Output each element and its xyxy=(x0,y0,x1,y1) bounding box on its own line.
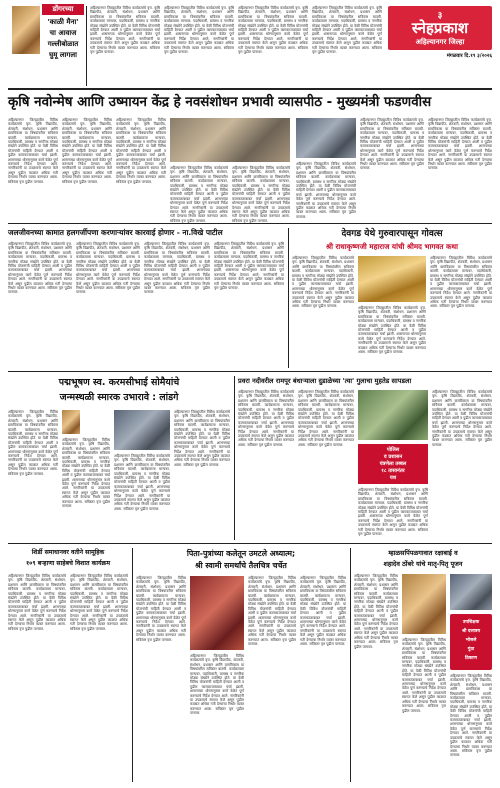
notice-line-4: १८ तासानंतर xyxy=(381,468,405,474)
story5-text-col-1: अहिल्यानगर जिल्ह्यातील विविध कार्यक्रमांचे वृत्त. कृषि विद्यापीठ, शेतकरी, संशोधन, प्रशासन आणि ग्रामविकास या विषयांवरील सविस्तर बातमी. कार्यक्रमाला मान्यवर, पदाधिकारी, ग्रामस्थ व नागरिक मोठ्या संख्येने उपस्थित होते. या वेळी विविध योजनांची माहिती देण्यात आली व पुढील कामकाजाबाबत चर्चा झाली. शासनाच्या धोरणानुसार कामे वेळेत पूर्ण करण्याचे निर्देश देण्यात आले. नागरिकांनी या उपक्रमाचे स्वागत केले असून पुढील काळात अधिक गती देण्याचा निर्धार व्यक्त करण्यात आला. सविस्तर वृत्त पुढील पानावर. xyxy=(238,390,294,447)
story5-headline: प्रवरा नदीवरील रामपूर बंधाऱ्याला दुडाळेच्या 'त्या' गुलाचा मुहतेड सापडला xyxy=(238,377,412,385)
lead-text-col-1: अहिल्यानगर जिल्ह्यातील विविध कार्यक्रमांचे वृत्त. कृषि विद्यापीठ, शेतकरी, संशोधन, प्रशासन आणि ग्रामविकास या विषयांवरील सविस्तर बातमी. कार्यक्रमाला मान्यवर, पदाधिकारी, ग्रामस्थ व नागरिक मोठ्या संख्येने उपस्थित होते. या वेळी विविध योजनांची माहिती देण्यात आली व पुढील कामकाजाबाबत चर्चा झाली. शासनाच्या धोरणानुसार कामे वेळेत पूर्ण करण्याचे निर्देश देण्यात आले. नागरिकांनी या उपक्रमाचे स्वागत केले असून पुढील काळात अधिक गती देण्याचा निर्धार व्यक्त करण्यात आला. सविस्तर वृत्त पुढील पानावर. xyxy=(8,118,58,184)
mid-rule xyxy=(8,371,492,372)
story7-text-col-1: अहिल्यानगर जिल्ह्यातील विविध कार्यक्रमांचे वृत्त. कृषि विद्यापीठ, शेतकरी, संशोधन, प्रशासन आणि ग्रामविकास या विषयांवरील सविस्तर बातमी. कार्यक्रमाला मान्यवर, पदाधिकारी, ग्रामस्थ व नागरिक मोठ्या संख्येने उपस्थित होते. या वेळी विविध योजनांची माहिती देण्यात आली व पुढील कामकाजाबाबत चर्चा झाली. शासनाच्या धोरणानुसार कामे वेळेत पूर्ण करण्याचे निर्देश देण्यात आले. नागरिकांनी या उपक्रमाचे स्वागत केले असून पुढील काळात अधिक गती देण्याचा निर्धार व्यक्त करण्यात आला. सविस्तर वृत्त पुढील पानावर. xyxy=(136,576,186,642)
notice-line-2: व प्रशासन xyxy=(383,454,403,460)
lead-text-col-5: अहिल्यानगर जिल्ह्यातील विविध कार्यक्रमांचे वृत्त. कृषि विद्यापीठ, शेतकरी, संशोधन, प्रशासन आणि ग्रामविकास या विषयांवरील सविस्तर बातमी. कार्यक्रमाला मान्यवर, पदाधिकारी, ग्रामस्थ व नागरिक मोठ्या संख्येने उपस्थित होते. या वेळी विविध योजनांची माहिती देण्यात आली व पुढील कामकाजाबाबत चर्चा झाली. शासनाच्या धोरणानुसार कामे वेळेत पूर्ण करण्याचे निर्देश देण्यात आले. नागरिकांनी या उपक्रमाचे स्वागत केले असून पुढील काळात अधिक गती देण्याचा निर्धार व्यक्त करण्यात आला. सविस्तर वृत्त पुढील पानावर. xyxy=(232,166,290,223)
story3-headline-line-2: श्री राधाकृष्णजी महाराज यांची श्रीमद भागवत कथा xyxy=(326,242,458,251)
promo-line-2: चा आवाज xyxy=(49,29,77,37)
story8-headline-line-2: शहादेव ठोंबरे यांचे मातृ-पितृ पूजन xyxy=(383,560,463,568)
story8-portrait-photo xyxy=(450,574,492,610)
lead-text-col-4: अहिल्यानगर जिल्ह्यातील विविध कार्यक्रमांचे वृत्त. कृषि विद्यापीठ, शेतकरी, संशोधन, प्रशासन आणि ग्रामविकास या विषयांवरील सविस्तर बातमी. कार्यक्रमाला मान्यवर, पदाधिकारी, ग्रामस्थ व नागरिक मोठ्या संख्येने उपस्थित होते. या वेळी विविध योजनांची माहिती देण्यात आली व पुढील कामकाजाबाबत चर्चा झाली. शासनाच्या धोरणानुसार कामे वेळेत पूर्ण करण्याचे निर्देश देण्यात आले. नागरिकांनी या उपक्रमाचे स्वागत केले असून पुढील काळात अधिक गती देण्याचा निर्धार व्यक्त करण्यात आला. सविस्तर वृत्त पुढील पानावर. xyxy=(170,166,228,223)
notice-line-3: यंत्रणेला तब्बल xyxy=(379,461,407,467)
promo-box xyxy=(42,4,84,84)
story7-text-col-2: अहिल्यानगर जिल्ह्यातील विविध कार्यक्रमांचे वृत्त. कृषि विद्यापीठ, शेतकरी, संशोधन, प्रशासन आणि ग्रामविकास या विषयांवरील सविस्तर बातमी. कार्यक्रमाला मान्यवर, पदाधिकारी, ग्रामस्थ व नागरिक मोठ्या संख्येने उपस्थित होते. या वेळी विविध योजनांची माहिती देण्यात आली व पुढील कामकाजाबाबत चर्चा झाली. शासनाच्या धोरणानुसार कामे वेळेत पूर्ण करण्याचे निर्देश देण्यात आले. नागरिकांनी या उपक्रमाचे स्वागत केले असून पुढील काळात अधिक गती देण्याचा निर्धार व्यक्त करण्यात आला. सविस्तर वृत्त पुढील पानावर. xyxy=(190,654,244,716)
story2-text-col-1: अहिल्यानगर जिल्ह्यातील विविध कार्यक्रमांचे वृत्त. कृषि विद्यापीठ, शेतकरी, संशोधन, प्रशासन आणि ग्रामविकास या विषयांवरील सविस्तर बातमी. कार्यक्रमाला मान्यवर, पदाधिकारी, ग्रामस्थ व नागरिक मोठ्या संख्येने उपस्थित होते. या वेळी विविध योजनांची माहिती देण्यात आली व पुढील कामकाजाबाबत चर्चा झाली. शासनाच्या धोरणानुसार कामे वेळेत पूर्ण करण्याचे निर्देश देण्यात आले. नागरिकांनी या उपक्रमाचे स्वागत केले असून पुढील काळात अधिक गती देण्याचा निर्धार व्यक्त करण्यात आला. सविस्तर वृत्त पुढील पानावर. xyxy=(8,242,72,295)
story6-divider xyxy=(132,548,133,782)
masthead-news-text-4: अहिल्यानगर जिल्ह्यातील विविध कार्यक्रमांचे वृत्त. कृषि विद्यापीठ, शेतकरी, संशोधन, प्रशासन आणि ग्रामविकास या विषयांवरील सविस्तर बातमी. कार्यक्रमाला मान्यवर, पदाधिकारी, ग्रामस्थ व नागरिक मोठ्या संख्येने उपस्थित होते. या वेळी विविध योजनांची माहिती देण्यात आली व पुढील कामकाजाबाबत चर्चा झाली. शासनाच्या धोरणानुसार कामे वेळेत पूर्ण करण्याचे निर्देश देण्यात आले. नागरिकांनी या उपक्रमाचे स्वागत केले असून पुढील काळात अधिक गती देण्याचा निर्धार व्यक्त करण्यात आला. सविस्तर वृत्त पुढील पानावर. xyxy=(312,6,382,55)
ad-line-3: भोसले xyxy=(465,638,477,643)
story3-headline-line-1: देवगड येथे गुरुवारपासून गोवत्स xyxy=(341,229,443,239)
promo-portrait-photo xyxy=(12,6,40,54)
story8-text-col-2: अहिल्यानगर जिल्ह्यातील विविध कार्यक्रमांचे वृत्त. कृषि विद्यापीठ, शेतकरी, संशोधन, प्रशासन आणि ग्रामविकास या विषयांवरील सविस्तर बातमी. कार्यक्रमाला मान्यवर, पदाधिकारी, ग्रामस्थ व नागरिक मोठ्या संख्येने उपस्थित होते. या वेळी विविध योजनांची माहिती देण्यात आली व पुढील कामकाजाबाबत चर्चा झाली. शासनाच्या धोरणानुसार कामे वेळेत पूर्ण करण्याचे निर्देश देण्यात आले. नागरिकांनी या उपक्रमाचे स्वागत केले असून पुढील काळात अधिक गती देण्याचा निर्धार व्यक्त करण्यात आला. सविस्तर वृत्त पुढील पानावर. xyxy=(402,638,446,713)
story2-text-col-4: अहिल्यानगर जिल्ह्यातील विविध कार्यक्रमांचे वृत्त. कृषि विद्यापीठ, शेतकरी, संशोधन, प्रशासन आणि ग्रामविकास या विषयांवरील सविस्तर बातमी. कार्यक्रमाला मान्यवर, पदाधिकारी, ग्रामस्थ व नागरिक मोठ्या संख्येने उपस्थित होते. या वेळी विविध योजनांची माहिती देण्यात आली व पुढील कामकाजाबाबत चर्चा झाली. शासनाच्या धोरणानुसार कामे वेळेत पूर्ण करण्याचे निर्देश देण्यात आले. नागरिकांनी या उपक्रमाचे स्वागत केले असून पुढील काळात अधिक गती देण्याचा निर्धार व्यक्त करण्यात आला. सविस्तर वृत्त पुढील पानावर. xyxy=(214,242,284,291)
ad-line-4: गुंठा xyxy=(467,647,475,652)
promo-title: डोंगरच्या xyxy=(42,4,84,15)
masthead-news-text-1: अहिल्यानगर जिल्ह्यातील विविध कार्यक्रमांचे वृत्त. कृषि विद्यापीठ, शेतकरी, संशोधन, प्रशासन आणि ग्रामविकास या विषयांवरील सविस्तर बातमी. कार्यक्रमाला मान्यवर, पदाधिकारी, ग्रामस्थ व नागरिक मोठ्या संख्येने उपस्थित होते. या वेळी विविध योजनांची माहिती देण्यात आली व पुढील कामकाजाबाबत चर्चा झाली. शासनाच्या धोरणानुसार कामे वेळेत पूर्ण करण्याचे निर्देश देण्यात आले. नागरिकांनी या उपक्रमाचे स्वागत केले असून पुढील काळात अधिक गती देण्याचा निर्धार व्यक्त करण्यात आला. सविस्तर वृत्त पुढील पानावर. xyxy=(90,6,160,55)
story8-text-col-3: अहिल्यानगर जिल्ह्यातील विविध कार्यक्रमांचे वृत्त. कृषि विद्यापीठ, शेतकरी, संशोधन, प्रशासन आणि ग्रामविकास या विषयांवरील सविस्तर बातमी. कार्यक्रमाला मान्यवर, पदाधिकारी, ग्रामस्थ व नागरिक मोठ्या संख्येने उपस्थित होते. या वेळी विविध योजनांची माहिती देण्यात आली व पुढील कामकाजाबाबत चर्चा झाली. शासनाच्या धोरणानुसार कामे वेळेत पूर्ण करण्याचे निर्देश देण्यात आले. नागरिकांनी या उपक्रमाचे स्वागत केले असून पुढील काळात अधिक गती देण्याचा निर्धार व्यक्त करण्यात आला. सविस्तर वृत्त पुढील पानावर. xyxy=(450,674,492,758)
story6-text-col-1: अहिल्यानगर जिल्ह्यातील विविध कार्यक्रमांचे वृत्त. कृषि विद्यापीठ, शेतकरी, संशोधन, प्रशासन आणि ग्रामविकास या विषयांवरील सविस्तर बातमी. कार्यक्रमाला मान्यवर, पदाधिकारी, ग्रामस्थ व नागरिक मोठ्या संख्येने उपस्थित होते. या वेळी विविध योजनांची माहिती देण्यात आली व पुढील कामकाजाबाबत चर्चा झाली. शासनाच्या धोरणानुसार कामे वेळेत पूर्ण करण्याचे निर्देश देण्यात आले. नागरिकांनी या उपक्रमाचे स्वागत केले असून पुढील काळात अधिक गती देण्याचा निर्धार व्यक्त करण्यात आला. सविस्तर वृत्त पुढील पानावर. xyxy=(8,574,66,631)
story2-text-col-2: अहिल्यानगर जिल्ह्यातील विविध कार्यक्रमांचे वृत्त. कृषि विद्यापीठ, शेतकरी, संशोधन, प्रशासन आणि ग्रामविकास या विषयांवरील सविस्तर बातमी. कार्यक्रमाला मान्यवर, पदाधिकारी, ग्रामस्थ व नागरिक मोठ्या संख्येने उपस्थित होते. या वेळी विविध योजनांची माहिती देण्यात आली व पुढील कामकाजाबाबत चर्चा झाली. शासनाच्या धोरणानुसार कामे वेळेत पूर्ण करण्याचे निर्देश देण्यात आले. नागरिकांनी या उपक्रमाचे स्वागत केले असून पुढील काळात अधिक गती देण्याचा निर्धार व्यक्त करण्यात आला. सविस्तर वृत्त पुढील पानावर. xyxy=(76,242,140,295)
story7-text-col-4: अहिल्यानगर जिल्ह्यातील विविध कार्यक्रमांचे वृत्त. कृषि विद्यापीठ, शेतकरी, संशोधन, प्रशासन आणि ग्रामविकास या विषयांवरील सविस्तर बातमी. कार्यक्रमाला मान्यवर, पदाधिकारी, ग्रामस्थ व नागरिक मोठ्या संख्येने उपस्थित होते. या वेळी विविध योजनांची माहिती देण्यात आली व पुढील कामकाजाबाबत चर्चा झाली. शासनाच्या धोरणानुसार कामे वेळेत पूर्ण करण्याचे निर्देश देण्यात आले. नागरिकांनी या उपक्रमाचे स्वागत केले असून पुढील काळात अधिक गती देण्याचा निर्धार व्यक्त करण्यात आला. सविस्तर वृत्त पुढील पानावर. xyxy=(300,576,346,647)
story5-text-col-3: अहिल्यानगर जिल्ह्यातील विविध कार्यक्रमांचे वृत्त. कृषि विद्यापीठ, शेतकरी, संशोधन, प्रशासन आणि ग्रामविकास या विषयांवरील सविस्तर बातमी. कार्यक्रमाला मान्यवर, पदाधिकारी, ग्रामस्थ व नागरिक मोठ्या संख्येने उपस्थित होते. या वेळी विविध योजनांची माहिती देण्यात आली व पुढील कामकाजाबाबत चर्चा झाली. शासनाच्या धोरणानुसार कामे वेळेत पूर्ण करण्याचे निर्देश देण्यात आले. नागरिकांनी या उपक्रमाचे स्वागत केले असून पुढील काळात अधिक गती देण्याचा निर्धार व्यक्त करण्यात आला. सविस्तर वृत्त पुढील पानावर. xyxy=(358,488,428,537)
issue-date: मंगळवार दि.१९ ३/२०२६ xyxy=(446,53,492,59)
story7-headline-line-1: पिता-पुत्रांच्या कलेतून उमटले अध्यात्म; xyxy=(186,549,296,558)
story3-speaker-photo xyxy=(358,256,426,302)
lead-text-col-6: अहिल्यानगर जिल्ह्यातील विविध कार्यक्रमांचे वृत्त. कृषि विद्यापीठ, शेतकरी, संशोधन, प्रशासन आणि ग्रामविकास या विषयांवरील सविस्तर बातमी. कार्यक्रमाला मान्यवर, पदाधिकारी, ग्रामस्थ व नागरिक मोठ्या संख्येने उपस्थित होते. या वेळी विविध योजनांची माहिती देण्यात आली व पुढील कामकाजाबाबत चर्चा झाली. शासनाच्या धोरणानुसार कामे वेळेत पूर्ण करण्याचे निर्देश देण्यात आले. नागरिकांनी या उपक्रमाचे स्वागत केले असून पुढील काळात अधिक गती देण्याचा निर्धार व्यक्त करण्यात आला. सविस्तर वृत्त पुढील पानावर. xyxy=(296,162,356,219)
edition-name: अहिल्यानगर जिल्हा xyxy=(415,38,465,46)
story8-headline-line-1: म्हाळसपिंपळगावात रक्षाबाई व xyxy=(388,549,458,557)
notice-line-1: पोलिस xyxy=(386,447,400,453)
masthead-news-text-3: अहिल्यानगर जिल्ह्यातील विविध कार्यक्रमांचे वृत्त. कृषि विद्यापीठ, शेतकरी, संशोधन, प्रशासन आणि ग्रामविकास या विषयांवरील सविस्तर बातमी. कार्यक्रमाला मान्यवर, पदाधिकारी, ग्रामस्थ व नागरिक मोठ्या संख्येने उपस्थित होते. या वेळी विविध योजनांची माहिती देण्यात आली व पुढील कामकाजाबाबत चर्चा झाली. शासनाच्या धोरणानुसार कामे वेळेत पूर्ण करण्याचे निर्देश देण्यात आले. नागरिकांनी या उपक्रमाचे स्वागत केले असून पुढील काळात अधिक गती देण्याचा निर्धार व्यक्त करण्यात आला. सविस्तर वृत्त पुढील पानावर. xyxy=(238,6,308,55)
story5-text-col-2: अहिल्यानगर जिल्ह्यातील विविध कार्यक्रमांचे वृत्त. कृषि विद्यापीठ, शेतकरी, संशोधन, प्रशासन आणि ग्रामविकास या विषयांवरील सविस्तर बातमी. कार्यक्रमाला मान्यवर, पदाधिकारी, ग्रामस्थ व नागरिक मोठ्या संख्येने उपस्थित होते. या वेळी विविध योजनांची माहिती देण्यात आली व पुढील कामकाजाबाबत चर्चा झाली. शासनाच्या धोरणानुसार कामे वेळेत पूर्ण करण्याचे निर्देश देण्यात आले. नागरिकांनी या उपक्रमाचे स्वागत केले असून पुढील काळात अधिक गती देण्याचा निर्धार व्यक्त करण्यात आला. सविस्तर वृत्त पुढील पानावर. xyxy=(298,390,354,447)
lead-event-photo xyxy=(170,118,290,162)
story8-text-col-1: अहिल्यानगर जिल्ह्यातील विविध कार्यक्रमांचे वृत्त. कृषि विद्यापीठ, शेतकरी, संशोधन, प्रशासन आणि ग्रामविकास या विषयांवरील सविस्तर बातमी. कार्यक्रमाला मान्यवर, पदाधिकारी, ग्रामस्थ व नागरिक मोठ्या संख्येने उपस्थित होते. या वेळी विविध योजनांची माहिती देण्यात आली व पुढील कामकाजाबाबत चर्चा झाली. शासनाच्या धोरणानुसार कामे वेळेत पूर्ण करण्याचे निर्देश देण्यात आले. नागरिकांनी या उपक्रमाचे स्वागत केले असून पुढील काळात अधिक गती देण्याचा निर्धार व्यक्त करण्यात आला. सविस्तर वृत्त पुढील पानावर. xyxy=(354,574,398,649)
story6-headline-line-2: १०९ बऱ्हाणा साहेबचे विशात कार्यक्रम xyxy=(25,560,111,567)
lower-rule xyxy=(8,543,492,544)
story8-ad-box xyxy=(450,614,492,670)
lead-text-col-3: अहिल्यानगर जिल्ह्यातील विविध कार्यक्रमांचे वृत्त. कृषि विद्यापीठ, शेतकरी, संशोधन, प्रशासन आणि ग्रामविकास या विषयांवरील सविस्तर बातमी. कार्यक्रमाला मान्यवर, पदाधिकारी, ग्रामस्थ व नागरिक मोठ्या संख्येने उपस्थित होते. या वेळी विविध योजनांची माहिती देण्यात आली व पुढील कामकाजाबाबत चर्चा झाली. शासनाच्या धोरणानुसार कामे वेळेत पूर्ण करण्याचे निर्देश देण्यात आले. नागरिकांनी या उपक्रमाचे स्वागत केले असून पुढील काळात अधिक गती देण्याचा निर्धार व्यक्त करण्यात आला. सविस्तर वृत्त पुढील पानावर. xyxy=(116,118,166,184)
story5-river-photo xyxy=(358,390,428,440)
story7-text-col-3: अहिल्यानगर जिल्ह्यातील विविध कार्यक्रमांचे वृत्त. कृषि विद्यापीठ, शेतकरी, संशोधन, प्रशासन आणि ग्रामविकास या विषयांवरील सविस्तर बातमी. कार्यक्रमाला मान्यवर, पदाधिकारी, ग्रामस्थ व नागरिक मोठ्या संख्येने उपस्थित होते. या वेळी विविध योजनांची माहिती देण्यात आली व पुढील कामकाजाबाबत चर्चा झाली. शासनाच्या धोरणानुसार कामे वेळेत पूर्ण करण्याचे निर्देश देण्यात आले. नागरिकांनी या उपक्रमाचे स्वागत केले असून पुढील काळात अधिक गती देण्याचा निर्धार व्यक्त करण्यात आला. सविस्तर वृत्त पुढील पानावर. xyxy=(248,576,296,647)
promo-line-4: घुमू लागला xyxy=(49,51,77,59)
lead-text-col-2: अहिल्यानगर जिल्ह्यातील विविध कार्यक्रमांचे वृत्त. कृषि विद्यापीठ, शेतकरी, संशोधन, प्रशासन आणि ग्रामविकास या विषयांवरील सविस्तर बातमी. कार्यक्रमाला मान्यवर, पदाधिकारी, ग्रामस्थ व नागरिक मोठ्या संख्येने उपस्थित होते. या वेळी विविध योजनांची माहिती देण्यात आली व पुढील कामकाजाबाबत चर्चा झाली. शासनाच्या धोरणानुसार कामे वेळेत पूर्ण करण्याचे निर्देश देण्यात आले. नागरिकांनी या उपक्रमाचे स्वागत केले असून पुढील काळात अधिक गती देण्याचा निर्धार व्यक्त करण्यात आला. सविस्तर वृत्त पुढील पानावर. xyxy=(62,118,112,184)
story4-text-col-3: अहिल्यानगर जिल्ह्यातील विविध कार्यक्रमांचे वृत्त. कृषि विद्यापीठ, शेतकरी, संशोधन, प्रशासन आणि ग्रामविकास या विषयांवरील सविस्तर बातमी. कार्यक्रमाला मान्यवर, पदाधिकारी, ग्रामस्थ व नागरिक मोठ्या संख्येने उपस्थित होते. या वेळी विविध योजनांची माहिती देण्यात आली व पुढील कामकाजाबाबत चर्चा झाली. शासनाच्या धोरणानुसार कामे वेळेत पूर्ण करण्याचे निर्देश देण्यात आले. नागरिकांनी या उपक्रमाचे स्वागत केले असून पुढील काळात अधिक गती देण्याचा निर्धार व्यक्त करण्यात आला. सविस्तर वृत्त पुढील पानावर. xyxy=(114,454,170,511)
lead-text-col-7: अहिल्यानगर जिल्ह्यातील विविध कार्यक्रमांचे वृत्त. कृषि विद्यापीठ, शेतकरी, संशोधन, प्रशासन आणि ग्रामविकास या विषयांवरील सविस्तर बातमी. कार्यक्रमाला मान्यवर, पदाधिकारी, ग्रामस्थ व नागरिक मोठ्या संख्येने उपस्थित होते. या वेळी विविध योजनांची माहिती देण्यात आली व पुढील कामकाजाबाबत चर्चा झाली. शासनाच्या धोरणानुसार कामे वेळेत पूर्ण करण्याचे निर्देश देण्यात आले. नागरिकांनी या उपक्रमाचे स्वागत केले असून पुढील काळात अधिक गती देण्याचा निर्धार व्यक्त करण्यात आला. सविस्तर वृत्त पुढील पानावर. xyxy=(360,118,424,171)
story4-group-photo xyxy=(114,410,170,450)
ad-line-2: श्री दत्तात्रय xyxy=(461,629,481,634)
promo-line-3: गल्लीबोळात xyxy=(47,40,79,48)
masthead-bottom-rule xyxy=(8,88,492,90)
lead-headline: कृषि नवोन्मेष आणि उष्मायन केंद्र हे नवसंशोधन प्रभावी व्यासपीठ - मुख्यमंत्री फडणवीस xyxy=(8,95,432,110)
story2-divider xyxy=(288,228,289,368)
story4-divider xyxy=(234,376,235,540)
ad-line-1: उपशिक्षक xyxy=(462,620,480,625)
masthead-news-text-2: अहिल्यानगर जिल्ह्यातील विविध कार्यक्रमांचे वृत्त. कृषि विद्यापीठ, शेतकरी, संशोधन, प्रशासन आणि ग्रामविकास या विषयांवरील सविस्तर बातमी. कार्यक्रमाला मान्यवर, पदाधिकारी, ग्रामस्थ व नागरिक मोठ्या संख्येने उपस्थित होते. या वेळी विविध योजनांची माहिती देण्यात आली व पुढील कामकाजाबाबत चर्चा झाली. शासनाच्या धोरणानुसार कामे वेळेत पूर्ण करण्याचे निर्देश देण्यात आले. नागरिकांनी या उपक्रमाचे स्वागत केले असून पुढील काळात अधिक गती देण्याचा निर्धार व्यक्त करण्यात आला. सविस्तर वृत्त पुढील पानावर. xyxy=(164,6,234,55)
story6-headline-line-1: शिर्डी समाधानवर वतीने सामूहिक xyxy=(31,549,105,556)
ad-line-5: ठिकाण xyxy=(465,656,477,661)
story2-text-col-3: अहिल्यानगर जिल्ह्यातील विविध कार्यक्रमांचे वृत्त. कृषि विद्यापीठ, शेतकरी, संशोधन, प्रशासन आणि ग्रामविकास या विषयांवरील सविस्तर बातमी. कार्यक्रमाला मान्यवर, पदाधिकारी, ग्रामस्थ व नागरिक मोठ्या संख्येने उपस्थित होते. या वेळी विविध योजनांची माहिती देण्यात आली व पुढील कामकाजाबाबत चर्चा झाली. शासनाच्या धोरणानुसार कामे वेळेत पूर्ण करण्याचे निर्देश देण्यात आले. नागरिकांनी या उपक्रमाचे स्वागत केले असून पुढील काळात अधिक गती देण्याचा निर्धार व्यक्त करण्यात आला. सविस्तर वृत्त पुढील पानावर. xyxy=(144,242,210,295)
masthead-divider xyxy=(86,6,87,86)
story3-text-col-1: अहिल्यानगर जिल्ह्यातील विविध कार्यक्रमांचे वृत्त. कृषि विद्यापीठ, शेतकरी, संशोधन, प्रशासन आणि ग्रामविकास या विषयांवरील सविस्तर बातमी. कार्यक्रमाला मान्यवर, पदाधिकारी, ग्रामस्थ व नागरिक मोठ्या संख्येने उपस्थित होते. या वेळी विविध योजनांची माहिती देण्यात आली व पुढील कामकाजाबाबत चर्चा झाली. शासनाच्या धोरणानुसार कामे वेळेत पूर्ण करण्याचे निर्देश देण्यात आले. नागरिकांनी या उपक्रमाचे स्वागत केले असून पुढील काळात अधिक गती देण्याचा निर्धार व्यक्त करण्यात आला. सविस्तर वृत्त पुढील पानावर. xyxy=(292,256,354,309)
story4-headline-line-2: जन्मस्थळी स्मारक उभारावे : लांडगे xyxy=(59,392,179,403)
story6-text-col-2: अहिल्यानगर जिल्ह्यातील विविध कार्यक्रमांचे वृत्त. कृषि विद्यापीठ, शेतकरी, संशोधन, प्रशासन आणि ग्रामविकास या विषयांवरील सविस्तर बातमी. कार्यक्रमाला मान्यवर, पदाधिकारी, ग्रामस्थ व नागरिक मोठ्या संख्येने उपस्थित होते. या वेळी विविध योजनांची माहिती देण्यात आली व पुढील कामकाजाबाबत चर्चा झाली. शासनाच्या धोरणानुसार कामे वेळेत पूर्ण करण्याचे निर्देश देण्यात आले. नागरिकांनी या उपक्रमाचे स्वागत केले असून पुढील काळात अधिक गती देण्याचा निर्धार व्यक्त करण्यात आला. सविस्तर वृत्त पुढील पानावर. xyxy=(70,574,128,631)
story4-text-col-2: अहिल्यानगर जिल्ह्यातील विविध कार्यक्रमांचे वृत्त. कृषि विद्यापीठ, शेतकरी, संशोधन, प्रशासन आणि ग्रामविकास या विषयांवरील सविस्तर बातमी. कार्यक्रमाला मान्यवर, पदाधिकारी, ग्रामस्थ व नागरिक मोठ्या संख्येने उपस्थित होते. या वेळी विविध योजनांची माहिती देण्यात आली व पुढील कामकाजाबाबत चर्चा झाली. शासनाच्या धोरणानुसार कामे वेळेत पूर्ण करण्याचे निर्देश देण्यात आले. नागरिकांनी या उपक्रमाचे स्वागत केले असून पुढील काळात अधिक गती देण्याचा निर्धार व्यक्त करण्यात आला. सविस्तर वृत्त पुढील पानावर. xyxy=(62,438,110,509)
story7-divider xyxy=(350,548,351,782)
lead-bottom-rule xyxy=(8,223,492,224)
story3-text-col-2: अहिल्यानगर जिल्ह्यातील विविध कार्यक्रमांचे वृत्त. कृषि विद्यापीठ, शेतकरी, संशोधन, प्रशासन आणि ग्रामविकास या विषयांवरील सविस्तर बातमी. कार्यक्रमाला मान्यवर, पदाधिकारी, ग्रामस्थ व नागरिक मोठ्या संख्येने उपस्थित होते. या वेळी विविध योजनांची माहिती देण्यात आली व पुढील कामकाजाबाबत चर्चा झाली. शासनाच्या धोरणानुसार कामे वेळेत पूर्ण करण्याचे निर्देश देण्यात आले. नागरिकांनी या उपक्रमाचे स्वागत केले असून पुढील काळात अधिक गती देण्याचा निर्धार व्यक्त करण्यात आला. सविस्तर वृत्त पुढील पानावर. xyxy=(358,306,426,355)
story2-headline: जलजीवनच्या कामात हलगर्जीपणा करणाऱ्यांवर कारवाई होणार - ना.विखे पाटील xyxy=(8,228,223,237)
page-number: ३ xyxy=(437,11,443,21)
story4-text-col-1: अहिल्यानगर जिल्ह्यातील विविध कार्यक्रमांचे वृत्त. कृषि विद्यापीठ, शेतकरी, संशोधन, प्रशासन आणि ग्रामविकास या विषयांवरील सविस्तर बातमी. कार्यक्रमाला मान्यवर, पदाधिकारी, ग्रामस्थ व नागरिक मोठ्या संख्येने उपस्थित होते. या वेळी विविध योजनांची माहिती देण्यात आली व पुढील कामकाजाबाबत चर्चा झाली. शासनाच्या धोरणानुसार कामे वेळेत पूर्ण करण्याचे निर्देश देण्यात आले. नागरिकांनी या उपक्रमाचे स्वागत केले असून पुढील काळात अधिक गती देण्याचा निर्धार व्यक्त करण्यात आला. सविस्तर वृत्त पुढील पानावर. xyxy=(8,410,58,476)
lead-stage-photo xyxy=(296,118,356,158)
story4-portrait-photo xyxy=(62,410,80,434)
notice-line-5: यश xyxy=(389,475,397,481)
story4-text-col-4: अहिल्यानगर जिल्ह्यातील विविध कार्यक्रमांचे वृत्त. कृषि विद्यापीठ, शेतकरी, संशोधन, प्रशासन आणि ग्रामविकास या विषयांवरील सविस्तर बातमी. कार्यक्रमाला मान्यवर, पदाधिकारी, ग्रामस्थ व नागरिक मोठ्या संख्येने उपस्थित होते. या वेळी विविध योजनांची माहिती देण्यात आली व पुढील कामकाजाबाबत चर्चा झाली. शासनाच्या धोरणानुसार कामे वेळेत पूर्ण करण्याचे निर्देश देण्यात आले. नागरिकांनी या उपक्रमाचे स्वागत केले असून पुढील काळात अधिक गती देण्याचा निर्धार व्यक्त करण्यात आला. सविस्तर वृत्त पुढील पानावर. xyxy=(174,410,230,467)
promo-line-1: 'काळी मैना' xyxy=(47,18,79,26)
lead-text-col-8: अहिल्यानगर जिल्ह्यातील विविध कार्यक्रमांचे वृत्त. कृषि विद्यापीठ, शेतकरी, संशोधन, प्रशासन आणि ग्रामविकास या विषयांवरील सविस्तर बातमी. कार्यक्रमाला मान्यवर, पदाधिकारी, ग्रामस्थ व नागरिक मोठ्या संख्येने उपस्थित होते. या वेळी विविध योजनांची माहिती देण्यात आली व पुढील कामकाजाबाबत चर्चा झाली. शासनाच्या धोरणानुसार कामे वेळेत पूर्ण करण्याचे निर्देश देण्यात आले. नागरिकांनी या उपक्रमाचे स्वागत केले असून पुढील काळात अधिक गती देण्याचा निर्धार व्यक्त करण्यात आला. सविस्तर वृत्त पुढील पानावर. xyxy=(428,118,492,171)
story7-painting-photo xyxy=(190,576,244,650)
story8-family-photo xyxy=(402,574,446,634)
newspaper-name: स्नेहप्रकाश xyxy=(411,19,469,37)
story4-headline-line-1: पद्मभूषण स्व. करमसीभाई सोमैयांचे xyxy=(58,377,180,388)
story5-text-col-4: अहिल्यानगर जिल्ह्यातील विविध कार्यक्रमांचे वृत्त. कृषि विद्यापीठ, शेतकरी, संशोधन, प्रशासन आणि ग्रामविकास या विषयांवरील सविस्तर बातमी. कार्यक्रमाला मान्यवर, पदाधिकारी, ग्रामस्थ व नागरिक मोठ्या संख्येने उपस्थित होते. या वेळी विविध योजनांची माहिती देण्यात आली व पुढील कामकाजाबाबत चर्चा झाली. शासनाच्या धोरणानुसार कामे वेळेत पूर्ण करण्याचे निर्देश देण्यात आले. नागरिकांनी या उपक्रमाचे स्वागत केले असून पुढील काळात अधिक गती देण्याचा निर्धार व्यक्त करण्यात आला. सविस्तर वृत्त पुढील पानावर. xyxy=(432,390,492,447)
story7-headline-line-2: श्री स्वामी समर्थांचे तैलचित्र चर्चेत xyxy=(195,561,287,570)
story3-text-col-3: अहिल्यानगर जिल्ह्यातील विविध कार्यक्रमांचे वृत्त. कृषि विद्यापीठ, शेतकरी, संशोधन, प्रशासन आणि ग्रामविकास या विषयांवरील सविस्तर बातमी. कार्यक्रमाला मान्यवर, पदाधिकारी, ग्रामस्थ व नागरिक मोठ्या संख्येने उपस्थित होते. या वेळी विविध योजनांची माहिती देण्यात आली व पुढील कामकाजाबाबत चर्चा झाली. शासनाच्या धोरणानुसार कामे वेळेत पूर्ण करण्याचे निर्देश देण्यात आले. नागरिकांनी या उपक्रमाचे स्वागत केले असून पुढील काळात अधिक गती देण्याचा निर्धार व्यक्त करण्यात आला. सविस्तर वृत्त पुढील पानावर. xyxy=(430,256,492,309)
newspaper-logo xyxy=(388,6,492,50)
story5-notice-box xyxy=(358,444,428,484)
